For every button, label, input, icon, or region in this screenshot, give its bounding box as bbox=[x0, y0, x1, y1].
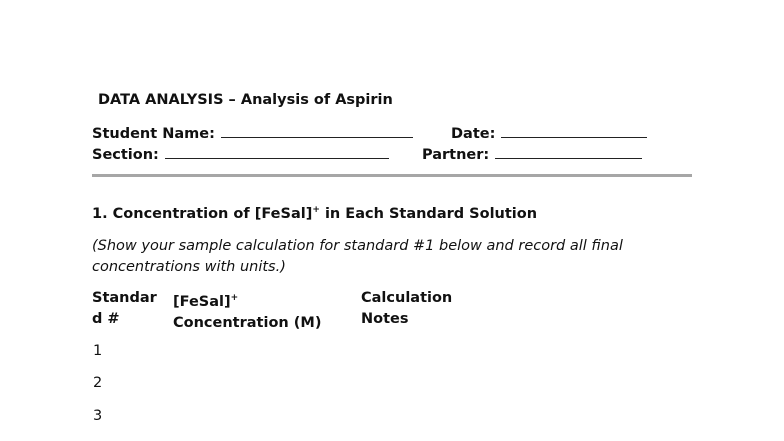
column-header-text: Calculation bbox=[361, 290, 453, 306]
instructions-line-1: (Show your sample calculation for standard #1 below and record all final bbox=[92, 238, 623, 254]
column-header-text: Notes bbox=[361, 311, 409, 327]
column-header-calculation-notes bbox=[361, 288, 452, 330]
question-1-heading bbox=[92, 205, 537, 222]
document-title: DATA ANALYSIS – Analysis of Aspirin bbox=[98, 92, 393, 108]
section-field[interactable] bbox=[165, 144, 389, 159]
table-row-number: 3 bbox=[93, 408, 103, 424]
table-row-number: 1 bbox=[93, 343, 103, 359]
student-name-label: Student Name: bbox=[92, 126, 215, 142]
question-1-heading-text: 1. Concentration of [FeSal] bbox=[92, 206, 313, 222]
column-header-text: Standar bbox=[92, 290, 157, 306]
student-name-row bbox=[92, 123, 496, 142]
column-header-superscript: + bbox=[230, 293, 239, 303]
column-header-text: d # bbox=[92, 311, 120, 327]
column-header-text: Concentration (M) bbox=[173, 315, 322, 331]
question-1-heading-text-end: in Each Standard Solution bbox=[319, 206, 538, 222]
column-header-standard-number bbox=[92, 288, 157, 330]
section-row bbox=[92, 144, 490, 163]
section-label: Section: bbox=[92, 147, 159, 163]
question-1-instructions bbox=[92, 236, 692, 278]
partner-field[interactable] bbox=[495, 144, 642, 159]
column-header-concentration bbox=[173, 288, 321, 334]
partner-label: Partner: bbox=[422, 147, 490, 163]
date-label: Date: bbox=[451, 126, 496, 142]
question-1-heading-superscript: + bbox=[312, 205, 320, 215]
instructions-line-2: concentrations with units.) bbox=[92, 259, 286, 275]
date-field[interactable] bbox=[501, 123, 647, 138]
column-header-text: [FeSal] bbox=[173, 294, 231, 310]
table-row-number: 2 bbox=[93, 375, 103, 391]
student-name-field[interactable] bbox=[221, 123, 413, 138]
section-divider bbox=[92, 174, 692, 177]
